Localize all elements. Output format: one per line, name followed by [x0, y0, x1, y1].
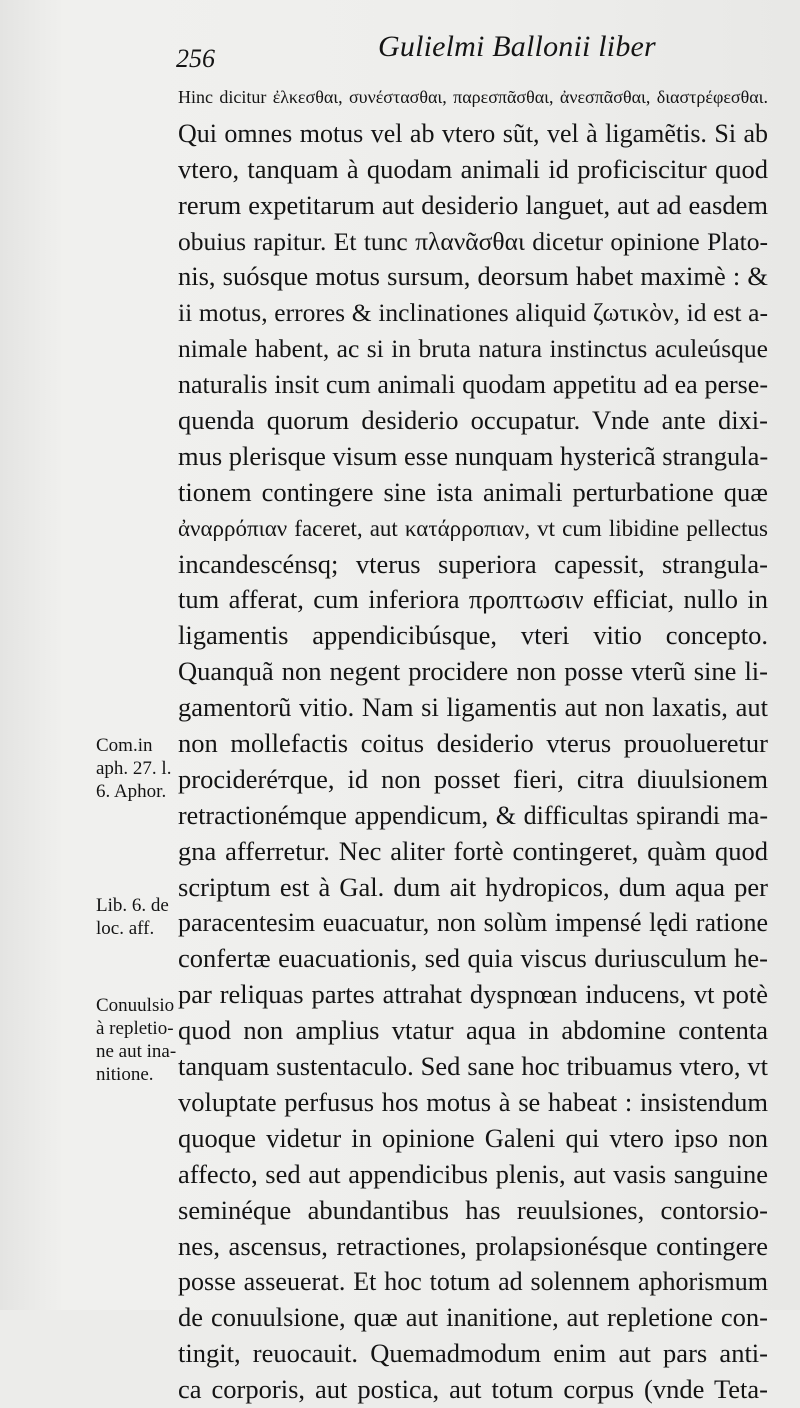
text-line: quod non amplius vtatur aqua in abdomine contenta: [178, 1015, 768, 1046]
text-line: posse asseuerat. Et hoc totum ad solennem aphorismum: [178, 1267, 768, 1297]
text-line: ligamentis appendicibúsque, vteri vitio concepto.: [178, 620, 768, 651]
text-line: nes, ascensus, retractiones, prolapsionésque contingere: [178, 1230, 768, 1261]
margin-note-line: Com.in: [96, 735, 153, 756]
margin-note-line: aph. 27. l.: [96, 758, 172, 779]
text-line: seminéque abundantibus has reuulsiones, contorsio-: [178, 1194, 768, 1225]
margin-note: [96, 734, 196, 803]
margin-note-line: nitione.: [96, 1064, 154, 1085]
text-line: gna afferretur. Nec aliter fortè contingeret, quàm quod: [178, 835, 768, 866]
text-line: mus plerisque visum esse nunquam hystericã strangula-: [178, 440, 768, 471]
text-line: ii motus, errores & inclinationes aliquid ζωτικὸν, id est a-: [178, 298, 768, 328]
text-line: Qui omnes motus vel ab vtero sũt, vel à ligamẽtis. Si ab: [178, 118, 768, 148]
text-line: quenda quorum desiderio occupatur. Vnde ante dixi-: [178, 405, 768, 436]
margin-note-line: à repletio-: [96, 1018, 174, 1039]
text-line: nimale habent, ac si in bruta natura instinctus aculeúsque: [178, 334, 768, 364]
page-number: 256: [176, 44, 215, 73]
margin-note-line: loc. aff.: [96, 918, 155, 939]
text-line: par reliquas partes attrahat dyspnœan inducens, vt potè: [178, 979, 768, 1010]
margin-note-line: 6. Aphor.: [96, 781, 167, 802]
text-line: ca corporis, aut postica, aut totum corpus (vnde Teta-: [178, 1374, 768, 1405]
text-line: rerum expetitarum aut desiderio languet, aut ad easdem: [178, 189, 768, 220]
margin-note-line: ne aut ina-: [96, 1041, 177, 1062]
text-line: nis, suósque motus sursum, deorsum habet maximè : &: [178, 261, 768, 292]
text-line: gamentorũ vitio. Nam si ligamentis aut non laxatis, aut: [178, 692, 768, 723]
text-line: incandescénsq; vterus superiora capessit, strangula-: [178, 548, 768, 579]
text-line: tum afferat, cum inferiora προπτωσιν efficiat, nullo in: [178, 584, 768, 615]
margin-note: [96, 894, 196, 940]
text-line: naturalis insit cum animali quodam appetitu ad ea perse-: [178, 370, 768, 400]
text-line: scriptum est à Gal. dum ait hydropicos, dum aqua per: [178, 871, 768, 902]
text-line: vtero, tanquam à quodam animali id proficiscitur quod: [178, 153, 768, 184]
text-line: affecto, sed aut appendicibus plenis, aut vasis sanguine: [178, 1158, 768, 1189]
margin-note-line: Conuulsio: [96, 995, 175, 1016]
running-head: Gulielmi Ballonii liber: [378, 30, 656, 63]
text-line: tionem contingere sine ista animali perturbatione quæ: [178, 476, 768, 507]
text-line: retractionémque appendicum, & difficultas spirandi ma-: [178, 800, 768, 830]
text-line: ἀναρρόπιαν faceret, aut κατάρροπιαν, vt cum libidine pellectus: [178, 515, 768, 541]
text-line: paracentesim euacuatur, non solùm impensé lędi ratione: [178, 908, 768, 938]
text-line: procideréтque, id non posset fieri, citra diuulsionem: [178, 763, 768, 794]
text-line: quoque videtur in opinione Galeni qui vtero ipso non: [178, 1122, 768, 1153]
text-line: confertæ euacuationis, sed quia viscus duriusculum he-: [178, 943, 768, 974]
text-line: non mollefactis coitus desiderio vterus prouolueretur: [178, 728, 768, 759]
margin-note: [96, 994, 196, 1086]
text-line: obuius rapitur. Et tunc πλανᾶσθαι dicetur opinione Plato-: [178, 226, 768, 256]
text-line: voluptate perfusus hos motus à se habeat : insistendum: [178, 1086, 768, 1117]
text-line: de conuulsione, quæ aut inanitione, aut repletione con-: [178, 1302, 768, 1333]
text-line: Quanquã non negent procidere non posse vterũ sine li-: [178, 656, 768, 687]
text-line: tanquam sustentaculo. Sed sane hoc tribuamus vtero, vt: [178, 1051, 768, 1082]
text-line: Hinc dicitur ἐλκεσθαι, συνέστασθαι, παρεσπᾶσθαι, ἀνεσπᾶσθαι, διαστρέφεσθαι.: [178, 87, 768, 107]
text-line: tingit, reuocauit. Quemadmodum enim aut pars anti-: [178, 1338, 768, 1369]
page-header: [0, 26, 800, 76]
body-text: [178, 80, 768, 1408]
margin-note-line: Lib. 6. de: [96, 895, 169, 916]
